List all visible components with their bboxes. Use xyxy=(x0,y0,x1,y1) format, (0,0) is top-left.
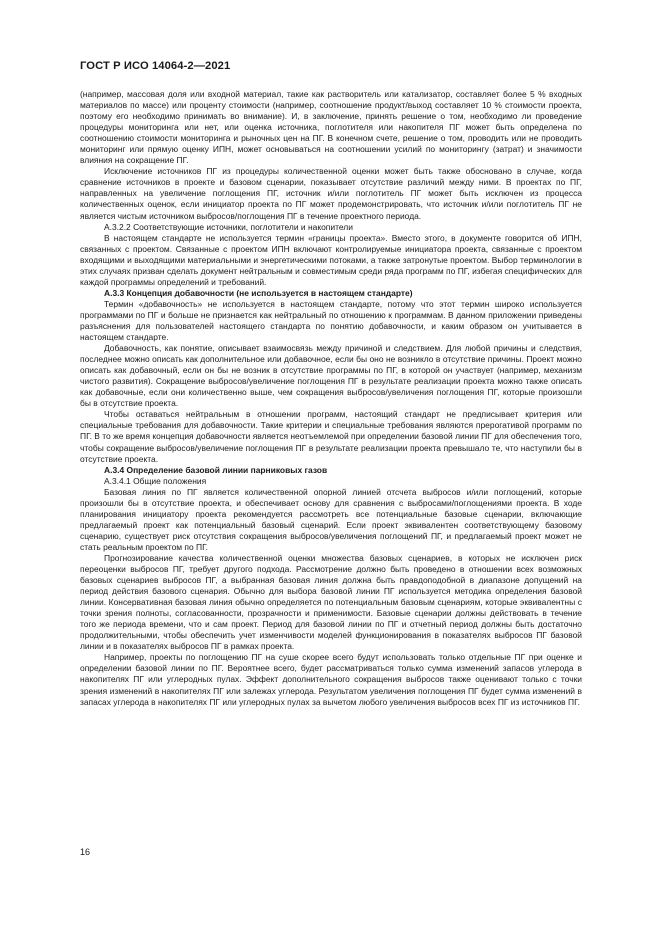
section-heading-a341: А.3.4.1 Общие положения xyxy=(104,475,207,486)
paragraph-continuation: (например, массовая доля или входной материал, такие как растворитель или катализатор, составляет более 5 % входных материалов по массе) или проценту стоимости (например, соотношение продукт/выход составляет 10 % стоимости проекта, поэтому его необходимо принимать во внимание). И, в заключение, принять решение о том, необходимо ли проведение процедуры мониторинга или нет, или оценка источника, поглотителя или накопителя ПГ может быть определена по соотношению стоимости мониторинга и рыночных цен на ПГ. В конечном счете, решение о том, проводить или не проводить мониторинг или прямую оценку ИПН, может основываться на соотношении усилий по мониторингу (затрат) и значимости влияния на сокращение ПГ. xyxy=(80,89,582,166)
paragraph: Термин «добавочность» не используется в настоящем стандарте, потому что этот термин широко используется программами по ПГ и больше не признается как нейтральный по отношению к программам. В данном приложении приведены разъяснения для пользователей настоящего стандарта по понятию добавочности, и каким образом он учитывается в настоящем стандарте. xyxy=(80,298,582,343)
paragraph: Прогнозирование качества количественной оценки множества базовых сценариев, в которых не исключен риск переоценки выбросов ПГ, требует другого подхода. Рассмотрение должно быть проведено в отношении всех возможных базовых сценариев выбросов ПГ, а выбранная базовая линия должна быть правдоподобной в диапазоне допущений на период действия базового сценария. Обычно для выбора базовой линии ПГ используется методика определения базовой линии. Консервативная базовая линия обычно определяется по потенциальным базовым сценариям, которые эквивалентны с точки зрения полноты, согласованности, прозрачности и применимости. Базовые сценарии должны действовать в течение того же периода времени, что и сам проект. Период для базовой линии по ПГ и отчетный период должны быть достаточно продолжительными, чтобы обеспечить учет изменчивости моделей функционирования в показателях выбросов ПГ базовой линии и в показателях выбросов ПГ в рамках проекта. xyxy=(80,552,582,652)
paragraph: Добавочность, как понятие, описывает взаимосвязь между причиной и следствием. Для любой причины и следствия, последнее можно описать как дополнительное или добавочное, если бы оно не возникло в отсутствие причины. Проект можно описать как добавочный, если он бы не возник в отсутствие программы по ПГ, в которой он участвует (например, механизм чистого развития). Сокращение выбросов/увеличение поглощения ПГ в результате реализации проекта можно также описать как добавочные, если они количественно выше, чем сокращения выбросов/увеличения поглощения ПГ, которые произошли бы в отсутствие проекта. xyxy=(80,343,582,409)
section-heading-a322: А.3.2.2 Соответствующие источники, поглотители и накопители xyxy=(104,221,353,232)
document-header: ГОСТ Р ИСО 14064-2—2021 xyxy=(80,60,231,72)
paragraph: Базовая линия по ПГ является количественной опорной линией отсчета выбросов и/или поглощений, которые произошли бы в отсутствие проекта, и обеспечивает основу для сравнения с выбросами/поглощениями проекта. В ходе планирования инициатору проекта рекомендуется рассмотреть все потенциальные базовые сценарии, включающие предлагаемый проект как потенциальный базовый сценарий. Если проект эквивалентен соответствующему базовому сценарию, существует риск отсутствия сокращения выбросов/увеличения поглощений ПГ, и предлагаемый проект может не стать реальным проектом по ПГ. xyxy=(80,486,582,552)
page-number: 16 xyxy=(80,847,91,857)
section-heading-a33: А.3.3 Концепция добавочности (не используется в настоящем стандарте) xyxy=(104,287,413,298)
section-heading-a34: А.3.4 Определение базовой линии парниковых газов xyxy=(104,464,328,475)
paragraph: В настоящем стандарте не используется термин «границы проекта». Вместо этого, в документе говорится об ИПН, связанных с проектом. Связанные с проектом ИПН включают контролируемые инициатора проекта, связанные с проектом входящими и выходящими материальными и энергетическими потоками, а также затронутые проектом. Выбор терминологии в этих случаях призван сделать документ нейтральным и совместимым среди ряда программ по ПГ, избегая специфических для каждой программы определений и требований. xyxy=(80,232,582,287)
paragraph: Исключение источников ПГ из процедуры количественной оценки может быть также обосновано в случае, когда сравнение источников в проекте и базовом сценарии, показывает отсутствие различий между ними. В проектах по ПГ, направленных на увеличение поглощения ПГ, источник и/или поглотитель ПГ может быть исключен из процесса количественных оценок, если инициатор проекта по ПГ может продемонстрировать, что источник и/или поглотитель ПГ не является чистым источником выбросов/поглощения ПГ в течение проектного периода. xyxy=(80,166,582,221)
paragraph: Чтобы оставаться нейтральным в отношении программ, настоящий стандарт не предписывает критерия или специальные требования для добавочности. Такие критерии и специальные требования являются прерогативой программ по ПГ. В то же время концепция добавочности является неотъемлемой при определении базовой линии ПГ для обеспечения того, чтобы сокращение выбросов/увеличение поглощения ПГ в результате реализации проекта превышало те, что наступили бы в отсутствие проекта. xyxy=(80,409,582,464)
paragraph: Например, проекты по поглощению ПГ на суше скорее всего будут использовать только отдельные ПГ при оценке и определении базовой линии по ПГ. Вероятнее всего, будет рассматриваться только сумма изменений запасов углерода в накопителях ПГ или углеродных пулах. Эффект дополнительного сокращения выбросов также оценивают только с точки зрения изменений в накопителях ПГ или залежах углерода. Результатом увеличения поглощения ПГ будет сумма изменений в запасах углерода в накопителях ПГ или углеродных пулах за вычетом любого увеличения выбросов всех ПГ из источников ПГ. xyxy=(80,652,582,707)
document-body xyxy=(80,89,582,708)
